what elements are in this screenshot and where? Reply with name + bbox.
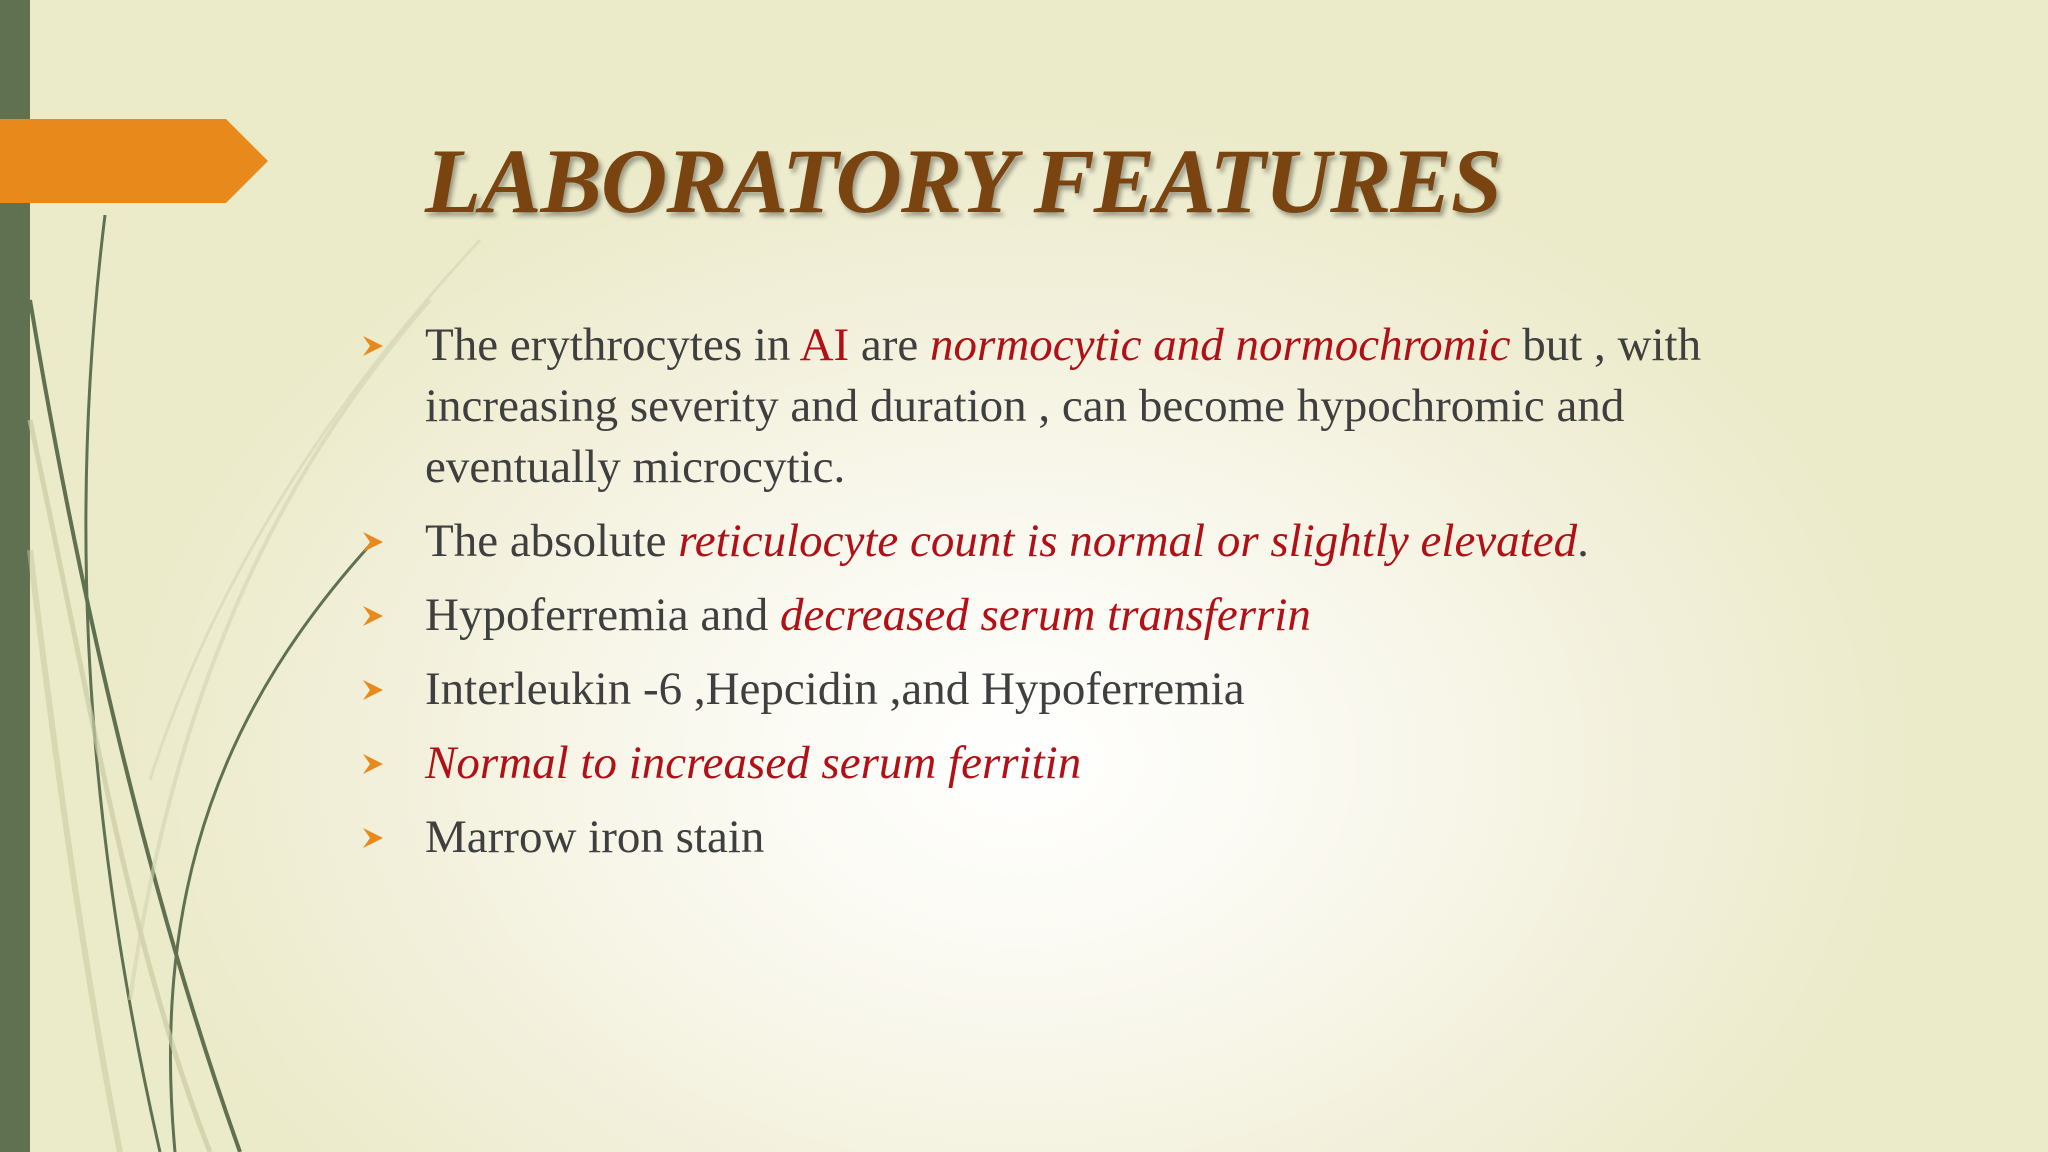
bullet-emphasis: decreased serum transferrin	[779, 589, 1311, 641]
list-item	[355, 585, 1735, 646]
bullet-text: Interleukin -6 ,Hepcidin ,and Hypoferremia	[425, 663, 1245, 715]
arrow-bullet-icon	[361, 604, 385, 628]
arrow-bullet-icon	[361, 530, 385, 554]
arrow-bullet-icon	[361, 334, 385, 358]
bullet-emphasis: normocytic and normochromic	[930, 319, 1511, 371]
list-item	[355, 733, 1735, 794]
bullet-text: Marrow iron stain	[425, 811, 765, 863]
list-item	[355, 511, 1735, 572]
bullet-text: .	[1577, 515, 1589, 567]
page-title: LABORATORY FEATURES	[425, 130, 1502, 232]
bullet-emphasis: AI	[799, 319, 850, 371]
bullet-emphasis: Normal to increased serum ferritin	[425, 737, 1082, 789]
bullet-text: The absolute	[425, 515, 679, 567]
bullet-text: Hypoferremia and	[425, 589, 780, 641]
arrow-bullet-icon	[361, 752, 385, 776]
bullet-text: are	[849, 319, 931, 371]
bullet-text: but , with increasing severity and duration , can become hypochromic and eventually microcytic.	[425, 319, 1702, 493]
arrow-bullet-icon	[361, 826, 385, 850]
list-item	[355, 659, 1735, 720]
bullet-emphasis: reticulocyte count is normal or slightly elevated	[678, 515, 1578, 567]
bullet-list	[355, 315, 1735, 881]
title-accent-arrow	[0, 119, 270, 203]
list-item	[355, 807, 1735, 868]
arrow-bullet-icon	[361, 678, 385, 702]
list-item	[355, 315, 1735, 498]
bullet-text: The erythrocytes in	[425, 319, 800, 371]
